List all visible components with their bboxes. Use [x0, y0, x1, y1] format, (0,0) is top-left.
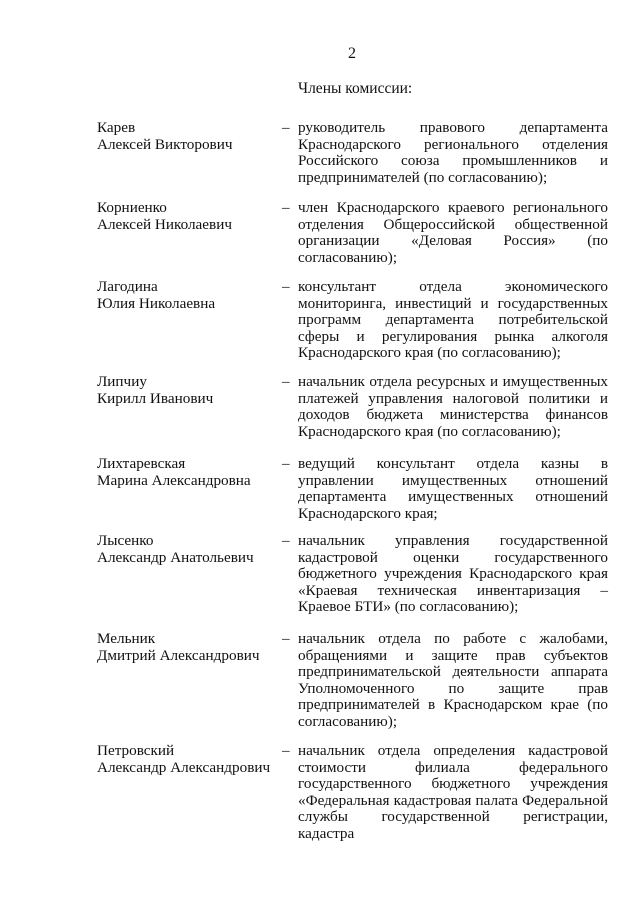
member-role: начальник управления государственной кадастровой оценки государственного бюджетного учреждения Краснодарского края «Краевая техническая инвентаризация – Краевое БТИ» (по согласованию);	[298, 532, 608, 615]
member-given-names: Алексей Николаевич	[97, 215, 232, 233]
member-name	[97, 374, 282, 407]
dash-separator: –	[282, 742, 290, 759]
member-role: начальник отдела ресурсных и имущественных платежей управления налоговой политики и доходов бюджета министерства финансов Краснодарского края (по согласованию);	[298, 373, 608, 440]
member-role: член Краснодарского краевого регионального отделения Общероссийской общественной организации «Деловая Россия» (по согласованию);	[298, 199, 608, 266]
member-surname: Карев	[97, 119, 136, 136]
section-title: Члены комиссии:	[298, 80, 413, 97]
member-name	[97, 533, 282, 566]
member-surname: Липчиу	[97, 373, 147, 390]
member-surname: Лихтаревская	[97, 455, 186, 472]
member-given-names: Юлия Николаевна	[97, 294, 216, 312]
dash-separator: –	[282, 373, 290, 390]
dash-separator: –	[282, 199, 290, 216]
member-name	[97, 279, 282, 312]
member-role: консультант отдела экономического мониторинга, инвестиций и государственных программ департамента потребительской сферы и регулирования рынка алкоголя Краснодарского края (по согласованию);	[298, 278, 608, 361]
member-surname: Лагодина	[97, 278, 158, 295]
member-role: руководитель правового департамента Краснодарского регионального отделения Российского союза промышленников и предпринимателей (по согласованию);	[298, 119, 608, 186]
member-given-names: Дмитрий Александрович	[97, 646, 260, 664]
member-given-names: Кирилл Иванович	[97, 389, 214, 407]
member-name	[97, 200, 282, 233]
member-role: начальник отдела определения кадастровой стоимости филиала федерального государственного бюджетного учреждения «Федеральная кадастровая палата Федеральной службы государственной регистрации, кадастра	[298, 742, 608, 842]
member-surname: Корниенко	[97, 199, 167, 216]
dash-separator: –	[282, 630, 290, 647]
dash-separator: –	[282, 532, 290, 549]
member-name	[97, 631, 282, 664]
member-given-names: Александр Анатольевич	[97, 548, 254, 566]
member-given-names: Марина Александровна	[97, 471, 251, 489]
member-given-names: Алексей Викторович	[97, 135, 233, 153]
member-surname: Мельник	[97, 630, 156, 647]
member-name	[97, 456, 282, 489]
member-role: начальник отдела по работе с жалобами, обращениями и защите прав субъектов предпринимательской деятельности аппарата Уполномоченного по защите прав предпринимателей в Краснодарском крае (по согласованию);	[298, 630, 608, 730]
member-name	[97, 743, 282, 776]
member-role: ведущий консультант отдела казны в управлении имущественных отношений департамента имущественных отношений Краснодарского края;	[298, 455, 608, 522]
member-given-names: Александр Александрович	[97, 758, 271, 776]
page-number: 2	[348, 45, 356, 62]
dash-separator: –	[282, 278, 290, 295]
dash-separator: –	[282, 119, 290, 136]
member-name	[97, 120, 282, 153]
member-surname: Петровский	[97, 742, 175, 759]
dash-separator: –	[282, 455, 290, 472]
member-surname: Лысенко	[97, 532, 154, 549]
